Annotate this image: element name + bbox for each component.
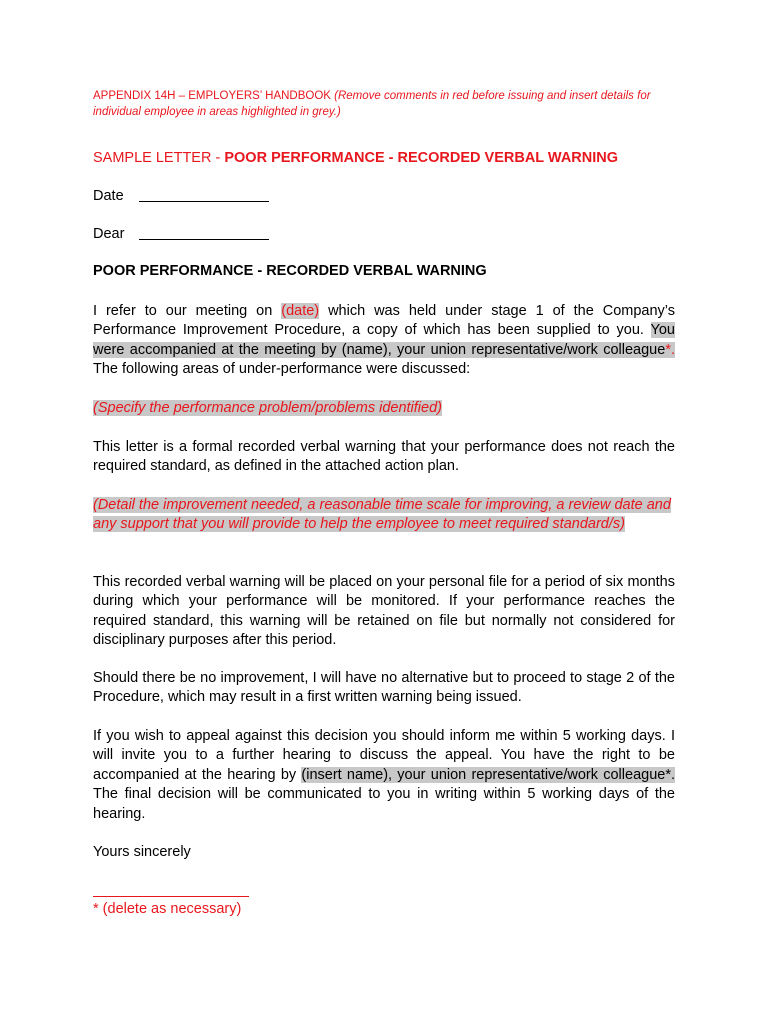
paragraph-appeal: [93, 727, 675, 824]
appendix-label: APPENDIX 14H – EMPLOYERS’ HANDBOOK: [93, 90, 331, 102]
appendix-note: [93, 88, 675, 120]
letter-heading: POOR PERFORMANCE - RECORDED VERBAL WARNING: [93, 263, 487, 279]
closing-salutation: Yours sincerely: [93, 844, 191, 860]
para1-text-start: I refer to our meeting on: [93, 303, 282, 319]
date-blank-line[interactable]: [139, 187, 269, 202]
dear-label: Dear: [93, 226, 125, 242]
title-main: POOR PERFORMANCE - RECORDED VERBAL WARNING: [224, 150, 619, 166]
paragraph-detail-improvement: [93, 496, 675, 535]
detail-improvement-text: (Detail the improvement needed, a reasonable time scale for improving, a review date and any support that you will provide to help the employee to meet required standard/s): [93, 497, 671, 533]
para1-text-middle: which was held under stage 1 of the Company’s Performance Improvement Procedure, a copy of which has been supplied to you.: [93, 303, 675, 339]
para7-text-end: The final decision will be communicated to you in writing within 5 working days of the hearing.: [93, 786, 675, 822]
letter-title: [93, 150, 618, 166]
dear-blank-line[interactable]: [139, 225, 269, 240]
title-prefix: SAMPLE LETTER -: [93, 150, 225, 166]
paragraph-specify-problem: [93, 399, 675, 418]
paragraph-personal-file: This recorded verbal warning will be placed on your personal file for a period of six months during which your performance will be monitored. If your performance reaches the required standard, this warning will be retained on file but normally not considered for disciplinary purposes after this period.: [93, 574, 675, 649]
accompanied-text: You were accompanied at the meeting by (name), your union representative/work colleague: [93, 322, 675, 358]
date-label: Date: [93, 188, 124, 204]
asterisk-marker: *.: [665, 341, 675, 358]
appendix-instruction: (Remove comments in red before issuing and insert details for individual employee in areas highlighted in grey.): [93, 90, 651, 118]
para7-text-start: If you wish to appeal against this decision you should inform me within 5 working days. I will invite you to a further hearing to discuss the appeal. You have the right to be accompanied at the hearing by: [93, 728, 675, 783]
date-field-row: [93, 187, 269, 204]
para1-text-end: The following areas of under-performance were discussed:: [93, 361, 471, 378]
specify-problem-text: (Specify the performance problem/problems identified): [93, 400, 442, 416]
signature-line: [93, 896, 249, 897]
insert-name-highlight: (insert name), your union representative/work colleague*.: [301, 766, 675, 783]
paragraph-no-improvement: Should there be no improvement, I will have no alternative but to proceed to stage 2 of the Procedure, which may result in a first written warning being issued.: [93, 670, 675, 706]
footnote: * (delete as necessary): [93, 901, 242, 917]
paragraph-meeting: [93, 302, 675, 380]
date-placeholder: (date): [281, 303, 320, 319]
dear-field-row: [93, 225, 269, 242]
paragraph-formal-warning: This letter is a formal recorded verbal warning that your performance does not reach the required standard, as defined in the attached action plan.: [93, 439, 675, 475]
